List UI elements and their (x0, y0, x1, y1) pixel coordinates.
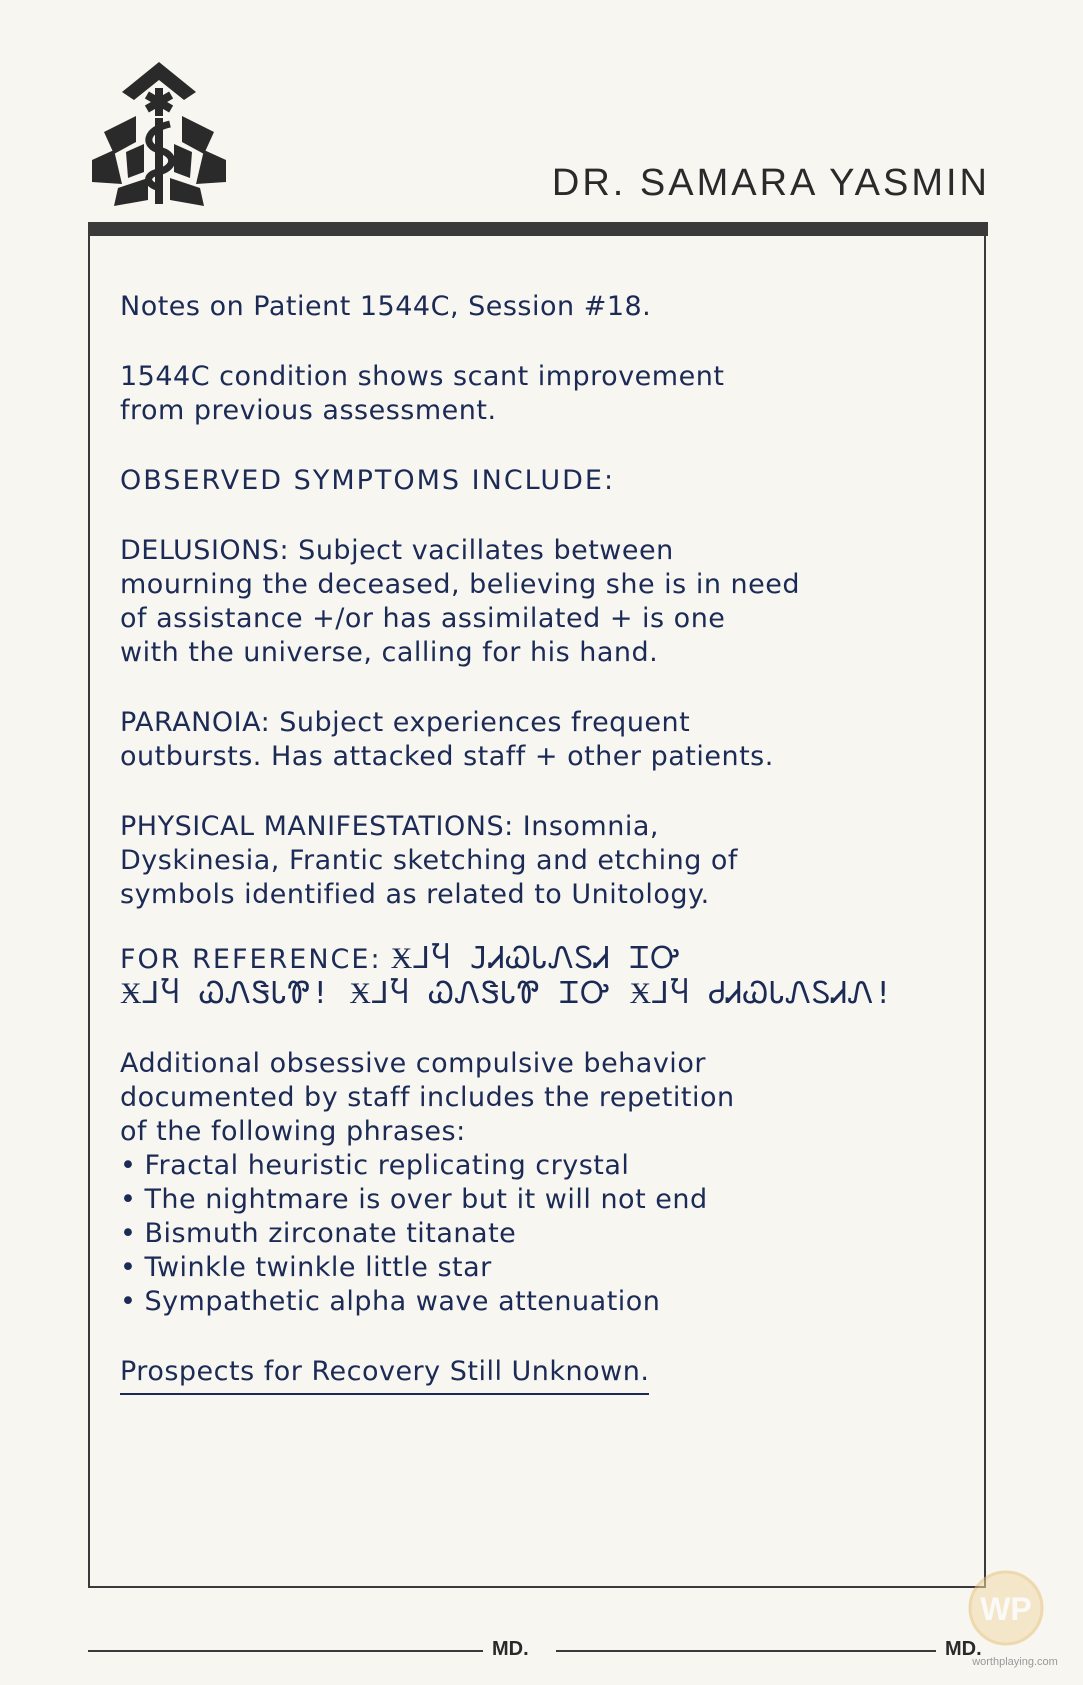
prospects-line (120, 1355, 970, 1395)
unitology-glyphs: Ӿ⅃Ⴏ ᏇᏁᏕᏓᏈ! Ӿ⅃Ⴏ ᏇᏁᏕᏓᏈ ᏆᎤ Ӿ⅃Ⴏ ᏧᏗᏇᏓᏁᏚᏗᏁ! (120, 976, 894, 1011)
delusions-line: of assistance +/or has assimilated + is one (120, 603, 726, 634)
phrase-list-item: • The nightmare is over but it will not end (120, 1184, 708, 1215)
paranoia-line: PARANOIA: Subject experiences frequent (120, 707, 691, 738)
doctor-name-heading: DR. SAMARA YASMIN (551, 162, 990, 204)
worthplaying-watermark-logo (966, 1568, 1046, 1648)
observed-symptoms-heading: OBSERVED SYMPTOMS INCLUDE: (120, 465, 616, 496)
watermark-site: worthplaying.com (972, 1656, 1058, 1668)
prospects-text: Prospects for Recovery Still Unknown. (120, 1355, 649, 1395)
ocb-line: of the following phrases: (120, 1116, 466, 1147)
paranoia-line: outbursts. Has attacked staff + other patients. (120, 741, 774, 772)
reference-line (120, 942, 970, 977)
svg-text:WP: WP (980, 1591, 1032, 1627)
bullet-icon: • (120, 1286, 137, 1317)
signature-line (556, 1650, 936, 1652)
phrase-list-item: • Fractal heuristic replicating crystal (120, 1150, 630, 1181)
md-label: MD. (492, 1638, 529, 1660)
notes-title: Notes on Patient 1544C, Session #18. (120, 291, 652, 322)
unitology-glyphs: Ӿ⅃Ⴏ ЈᏗᏇᏓᏁᏚᏗ ᏆᎤ (390, 941, 681, 976)
phrase-list-item: • Sympathetic alpha wave attenuation (120, 1286, 661, 1317)
physical-line: PHYSICAL MANIFESTATIONS: Insomnia, (120, 811, 659, 842)
phrase-list-item: • Twinkle twinkle little star (120, 1252, 492, 1283)
physical-line: Dyskinesia, Frantic sketching and etching of (120, 845, 738, 876)
reference-label: FOR REFERENCE: (120, 944, 382, 975)
ocb-line: Additional obsessive compulsive behavior (120, 1048, 706, 1079)
bullet-icon: • (120, 1184, 137, 1215)
condition-line: from previous assessment. (120, 395, 497, 426)
md-label: MD. (945, 1638, 982, 1660)
signature-line (88, 1650, 483, 1652)
condition-line: 1544C condition shows scant improvement (120, 361, 725, 392)
phrase-list-item: • Bismuth zirconate titanate (120, 1218, 517, 1249)
delusions-line: with the universe, calling for his hand. (120, 637, 659, 668)
delusions-line: mourning the deceased, believing she is in need (120, 569, 801, 600)
handwritten-notes (120, 290, 970, 1395)
bullet-icon: • (120, 1150, 137, 1181)
physical-line: symbols identified as related to Unitology. (120, 879, 710, 910)
header-rule (88, 222, 988, 236)
bullet-icon: • (120, 1218, 137, 1249)
ocb-line: documented by staff includes the repetition (120, 1082, 735, 1113)
medical-emblem-logo (84, 60, 234, 210)
bullet-icon: • (120, 1252, 137, 1283)
delusions-line: DELUSIONS: Subject vacillates between (120, 535, 674, 566)
